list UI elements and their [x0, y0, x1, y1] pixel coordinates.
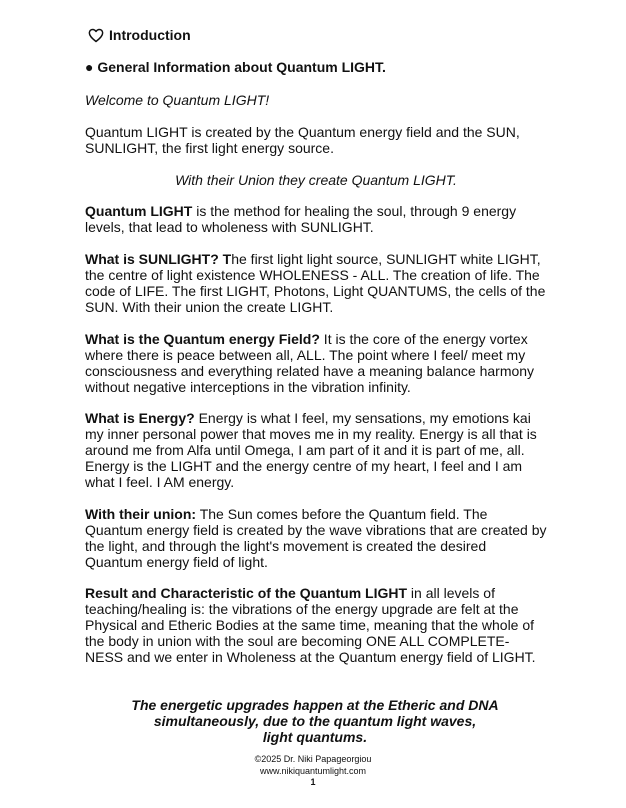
paragraph-lead: What is the Quantum energy Field? [85, 331, 320, 347]
page-number: 1 [310, 777, 316, 787]
paragraph-energy [85, 410, 547, 490]
paragraph-body: in all levels of teaching/healing is: the vibrations of the energy upgrade are felt at the Physical and Etheric Bodies at the same time, meaning that the whole of the body in union with the soul are becoming ONE ALL COMPLETE-NESS and we enter in Wholeness at the Quantum energy field of LIGHT. [85, 585, 536, 665]
copyright-text: ©2025 Dr. Niki Papageorgiou [254, 754, 372, 764]
bullet: ● [85, 59, 94, 75]
section-heading [85, 59, 386, 75]
section-title: General Information about Quantum LIGHT. [97, 59, 386, 75]
paragraph-body: It is the core of the energy vortex where there is peace between all, ALL. The point where I feel/ meet my consciousness and everything related have a meaning balance harmony without negative interceptions in the vibration infinity. [85, 331, 535, 395]
paragraph-lead: What is Energy? [85, 410, 195, 426]
closing-line: The energetic upgrades happen at the Etheric and DNA [131, 697, 499, 713]
introduction-heading [88, 27, 191, 43]
paragraph-lead: What is SUNLIGHT? T [85, 251, 232, 267]
closing-line: light quantums. [262, 729, 368, 745]
paragraph-quantum-light [85, 203, 547, 235]
closing-line: simultaneously, due to the quantum light waves, [153, 713, 477, 729]
page-title: Introduction [109, 27, 191, 43]
paragraph-body: Energy is what I feel, my sensations, my emotions kai my inner personal power that moves me in my reality. Energy is all that is around me from Alfa until Omega, I am part of it and it is part of me, all. Energy is the LIGHT and the energy centre of my heart, I feel and I am what I feel. I AM energy. [85, 410, 537, 490]
paragraph-energy-field [85, 331, 547, 395]
paragraph-union [85, 506, 547, 570]
paragraph-lead: Quantum LIGHT [85, 203, 193, 219]
website-text: www.nikiquantumlight.com [259, 766, 367, 776]
paragraph-intro: Quantum LIGHT is created by the Quantum energy field and the SUN, SUNLIGHT, the first light energy source. [85, 124, 520, 156]
page-footer [0, 753, 626, 777]
paragraph-sunlight [85, 251, 547, 315]
paragraph-lead: Result and Characteristic of the Quantum LIGHT [85, 585, 408, 601]
union-line: With their Union they create Quantum LIGHT. [175, 172, 457, 188]
paragraph-body: The Sun comes before the Quantum field. The Quantum energy field is created by the wave vibrations that are created by the light, and through the light's movement is created the desired Quantum energy field of light. [85, 506, 547, 570]
closing-statement [85, 697, 545, 745]
paragraph-body: is the method for healing the soul, through 9 energy levels, that lead to wholeness with SUNLIGHT. [85, 203, 517, 235]
paragraph-body: he first light light source, SUNLIGHT white LIGHT, the centre of light existence WHOLENESS - ALL. The creation of life. The code of LIFE. The first LIGHT, Photons, Light QUANTUMS, the cells of the SUN. With their union the create LIGHT. [85, 251, 546, 315]
paragraph-result [85, 585, 547, 665]
paragraph-lead: With their union: [85, 506, 197, 522]
welcome-line: Welcome to Quantum LIGHT! [85, 92, 270, 108]
heart-outline-icon [88, 28, 104, 43]
